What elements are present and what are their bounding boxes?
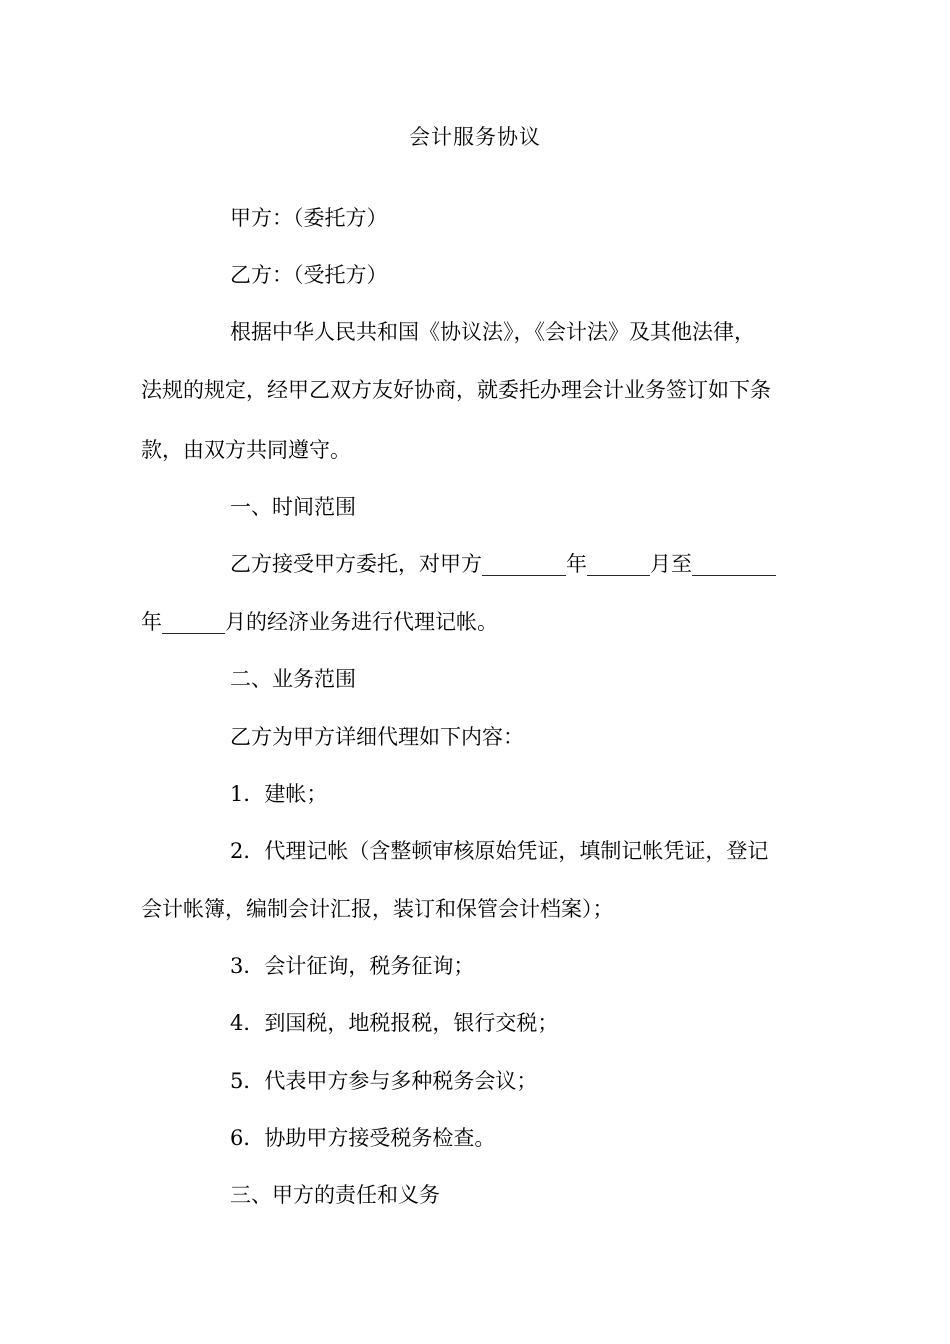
- business-scope-intro: 乙方为甲方详细代理如下内容：: [230, 725, 524, 749]
- list-item-1: 1．建帐；: [230, 782, 328, 806]
- section-heading-1: 一、时间范围: [230, 495, 356, 519]
- list-item-2-line-1: 2．代理记帐（含整顿审核原始凭证，填制记帐凭证，登记: [230, 839, 769, 863]
- time-scope-line-2: 年______月的经济业务进行代理记帐。: [141, 610, 498, 634]
- preamble-line-3: 款，由双方共同遵守。: [141, 438, 351, 462]
- document-title: 会计服务协议: [409, 125, 541, 149]
- preamble-line-2: 法规的规定，经甲乙双方友好协商，就委托办理会计业务签订如下条: [141, 378, 771, 402]
- section-heading-2: 二、业务范围: [230, 667, 356, 691]
- list-item-6: 6．协助甲方接受税务检查。: [230, 1126, 496, 1150]
- preamble-line-1: 根据中华人民共和国《协议法》，《会计法》及其他法律，: [230, 320, 755, 344]
- list-item-4: 4．到国税，地税报税，银行交税；: [230, 1011, 559, 1035]
- section-heading-3: 三、甲方的责任和义务: [230, 1183, 440, 1207]
- list-item-3: 3．会计征询，税务征询；: [230, 954, 475, 978]
- time-scope-line-1: 乙方接受甲方委托，对甲方________年______月至________: [230, 552, 776, 576]
- party-a-line: 甲方：（委托方）: [230, 206, 388, 230]
- list-item-5: 5．代表甲方参与多种税务会议；: [230, 1069, 538, 1093]
- party-b-line: 乙方：（受托方）: [230, 263, 388, 287]
- list-item-2-line-2: 会计帐簿，编制会计汇报，装订和保管会计档案）；: [141, 897, 614, 921]
